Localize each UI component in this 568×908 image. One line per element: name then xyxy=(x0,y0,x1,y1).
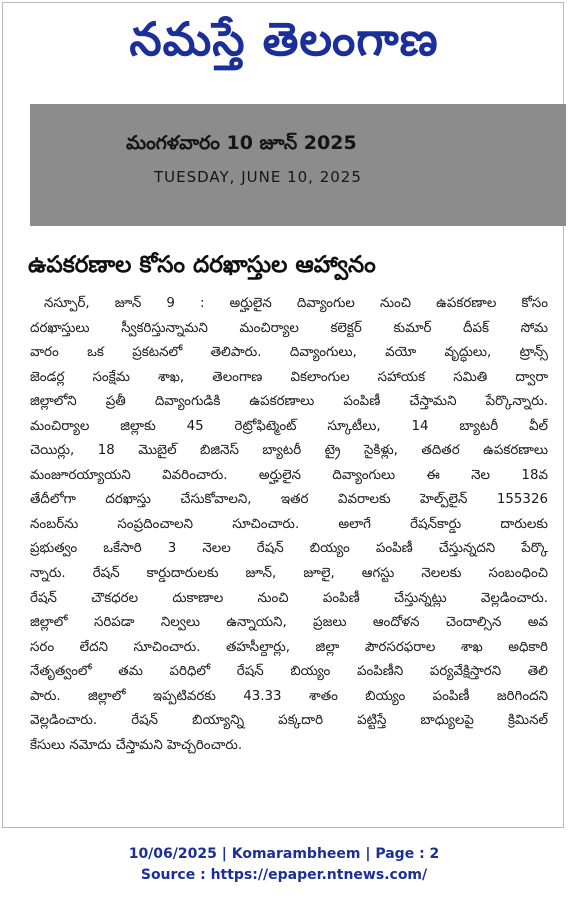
article-line: రేషన్ చౌకధరల దుకాణాల నుంచి పంపిణీ చేస్తున్నట్లు వెల్లడించారు. xyxy=(30,590,548,606)
article-line: వెల్లడించారు. రేషన్ బియ్యాన్ని పక్కదారి పట్టిస్తే బాధ్యులపై క్రిమినల్ xyxy=(30,713,548,729)
article-headline: ఉపకరణాల కోసం దరఖాస్తుల ఆహ్వానం xyxy=(28,252,376,278)
article-line: కేసులు నమోదు చేస్తామని హెచ్చరించారు. xyxy=(30,737,243,753)
date-telugu: మంగళవారం 10 జూన్ 2025 xyxy=(126,132,357,154)
article-line: ప్రభుత్వం ఒకేసారి 3 నెలల రేషన్ బియ్యం పంపిణీ చేస్తున్నదని పేర్కొ xyxy=(30,541,548,557)
article-line: దరఖాస్తులు స్వీకరిస్తున్నామని మంచిర్యాల కలెక్టర్ కుమార్ దీపక్ సోమ xyxy=(30,320,548,336)
article-line: న్నారు. రేషన్ కార్డుదారులకు జూన్, జూలై, ఆగస్టు నెలలకు సంబంధించి xyxy=(30,566,548,582)
masthead-logo: నమస్తే తెలంగాణ xyxy=(129,12,439,66)
article-line: సరం లేదని సూచించారు. తహసీల్దార్లు, జిల్లా పౌరసరఫరాల శాఖ అధికారి xyxy=(30,639,548,655)
source-footer xyxy=(0,844,568,886)
article-line: జెండర్ల సంక్షేమ శాఖ, తెలంగాణ వికలాంగుల సహాయక సమితి ద్వారా xyxy=(30,369,548,385)
article-line: తేదీలోగా దరఖాస్తు చేసుకోవాలని, ఇతర వివరాలకు హెల్ప్‌లైన్ 155326 xyxy=(30,492,548,508)
article-line: నస్పూర్, జూన్ 9 : అర్హులైన దివ్యాంగుల నుంచి ఉపకరణాల కోసం xyxy=(44,296,548,311)
article-line: జిల్లాలో సరిపడా నిల్వలు ఉన్నాయని, ప్రజలు ఆందోళన చెందాల్సిన అవ xyxy=(30,615,548,631)
footer-source-link[interactable]: Source : https://epaper.ntnews.com/ xyxy=(140,867,428,883)
article-line: మంచిర్యాల జిల్లాకు 45 రెట్రోఫిట్మెంట్ స్కూటీలు, 14 బ్యాటరీ వీల్ xyxy=(30,418,548,434)
article-line: నేతృత్వంలో తమ పరిధిలో రేషన్ బియ్యం పంపిణీని పర్యవేక్షిస్తారని తెలి xyxy=(30,664,548,680)
article-body xyxy=(30,292,548,758)
date-english: TUESDAY, JUNE 10, 2025 xyxy=(154,168,362,186)
article-line: పారు. జిల్లాలో ఇప్పటివరకు 43.33 శాతం బియ్యం పంపిణీ జరిగిందని xyxy=(30,688,548,704)
date-band xyxy=(30,104,566,226)
article-line: వారం ఒక ప్రకటనలో తెలిపారు. దివ్యాంగులు, వయో వృద్ధులు, ట్రాన్స్ xyxy=(30,345,548,361)
article-line: నంబర్‌ను సంప్రదించాలని సూచించారు. అలాగే రేషన్‌కార్డు దారులకు xyxy=(30,516,548,532)
article-line: జిల్లాలోని ప్రతీ దివ్యాంగుడికి ఉపకరణాలు పంపిణీ చేస్తామని పేర్కొన్నారు. xyxy=(30,394,548,410)
article-line: మంజూరయ్యాయని వివరించారు. అర్హులైన దివ్యాంగులు ఈ నెల 18వ xyxy=(30,467,548,483)
article-line: చెయిర్లు, 18 మొబైల్ బిజినెస్ బ్యాటరీ ట్రై సైకిళ్లు, తదితర ఉపకరణాలు xyxy=(30,443,548,459)
footer-edition-info: 10/06/2025 | Komarambheem | Page : 2 xyxy=(128,846,440,862)
masthead xyxy=(0,0,568,90)
